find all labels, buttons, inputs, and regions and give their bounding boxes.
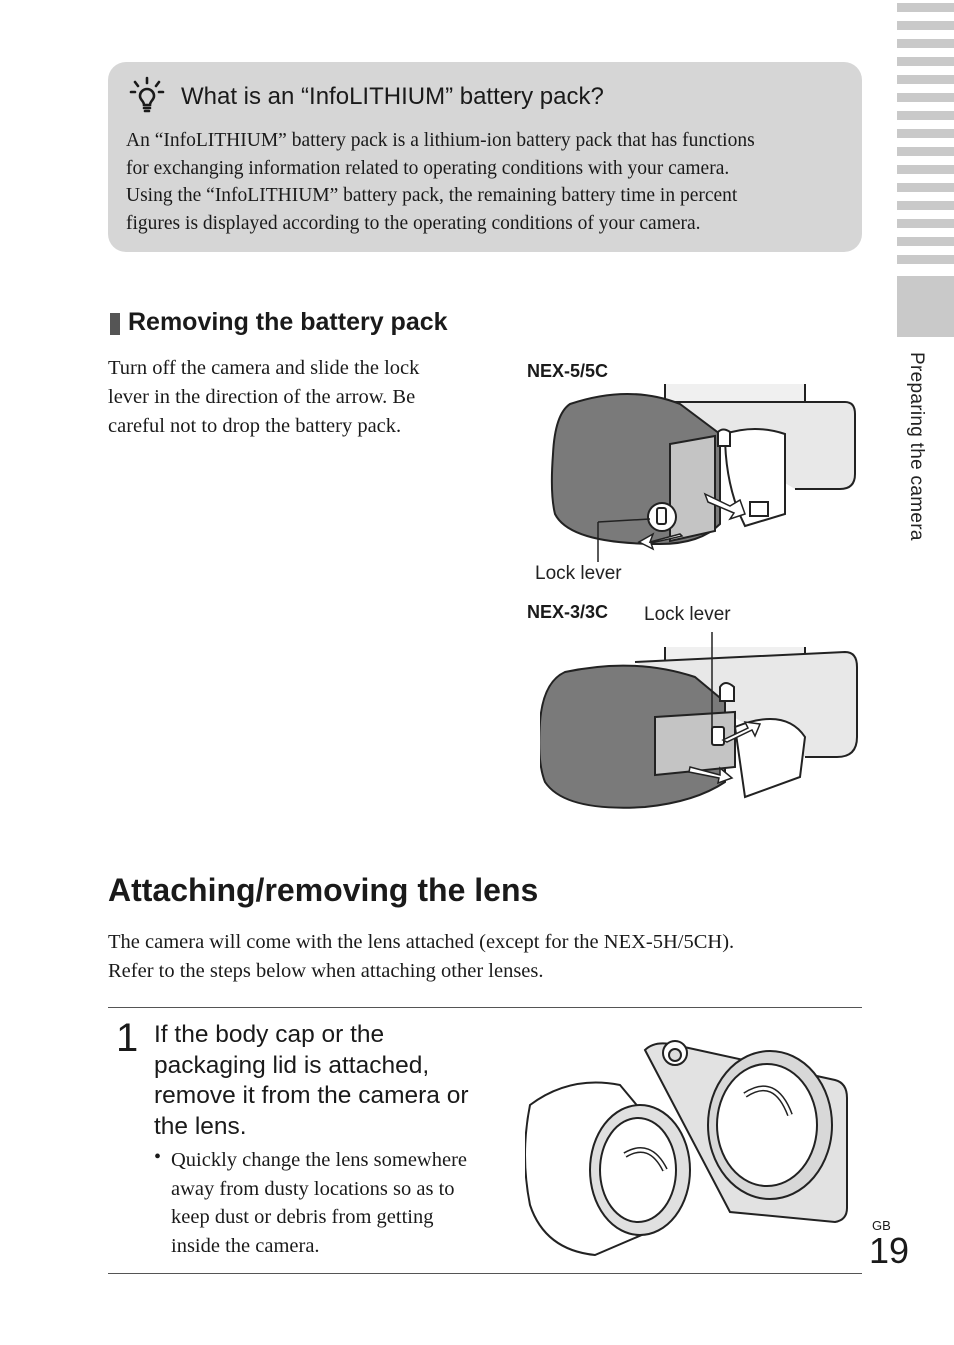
bullet-note (171, 1146, 521, 1260)
tip-line: for exchanging information related to operating conditions with your camera. (126, 157, 730, 179)
step-instruction (154, 1020, 519, 1142)
tip-body (126, 127, 851, 237)
step-line: packaging lid is attached, (154, 1051, 430, 1079)
section-tab-label: Preparing the camera (906, 352, 927, 541)
divider-top (108, 1007, 862, 1008)
step-line: If the body cap or the (154, 1021, 385, 1048)
subheading-marker (110, 313, 120, 335)
bullet-line: keep dust or debris from getting (171, 1206, 434, 1228)
region-code: GB (872, 1218, 891, 1233)
lens-intro (108, 928, 868, 986)
step-number: 1 (116, 1016, 139, 1060)
body-line: Refer to the steps below when attaching other lenses. (108, 960, 544, 982)
body-line: The camera will come with the lens attached (except for the NEX-5H/5CH). (108, 931, 735, 953)
figure-model-label-nex3: NEX-3/3C (527, 602, 609, 622)
lens-cap-removal-illustration (525, 1025, 850, 1260)
callout-lock-lever-nex5: Lock lever (535, 563, 622, 584)
edge-stripes (897, 0, 954, 268)
subheading-removing-battery: Removing the battery pack (128, 308, 448, 336)
tip-line: Using the “InfoLITHIUM” battery pack, the remaining battery time in percent (126, 185, 738, 206)
bullet-line: Quickly change the lens somewhere (171, 1149, 468, 1171)
removing-instructions (108, 354, 488, 441)
camera-battery-illustration-nex5 (540, 384, 860, 564)
body-line: careful not to drop the battery pack. (108, 415, 402, 437)
figure-model-label-nex5: NEX-5/5C (527, 361, 609, 381)
tip-line: An “InfoLITHIUM” battery pack is a lithium-ion battery pack that has functions (126, 130, 755, 151)
step-line: remove it from the camera or (154, 1082, 469, 1109)
callout-lock-lever-nex3: Lock lever (644, 604, 731, 625)
section-tab-marker (897, 276, 954, 337)
lightbulb-icon (128, 76, 166, 114)
step-line: the lens. (154, 1112, 247, 1140)
page-number: 19 (869, 1230, 910, 1271)
section-heading-lens: Attaching/removing the lens (108, 872, 539, 908)
body-line: Turn off the camera and slide the lock (108, 357, 420, 379)
divider-bottom (108, 1273, 862, 1274)
body-line: lever in the direction of the arrow. Be (108, 386, 416, 408)
camera-battery-illustration-nex3 (540, 632, 865, 812)
tip-title: What is an “InfoLITHIUM” battery pack? (181, 83, 604, 110)
bullet-line: inside the camera. (171, 1234, 320, 1257)
bullet-line: away from dusty locations so as to (171, 1177, 455, 1200)
tip-line: figures is displayed according to the operating conditions of your camera. (126, 212, 701, 234)
bullet-dot: • (154, 1146, 162, 1168)
